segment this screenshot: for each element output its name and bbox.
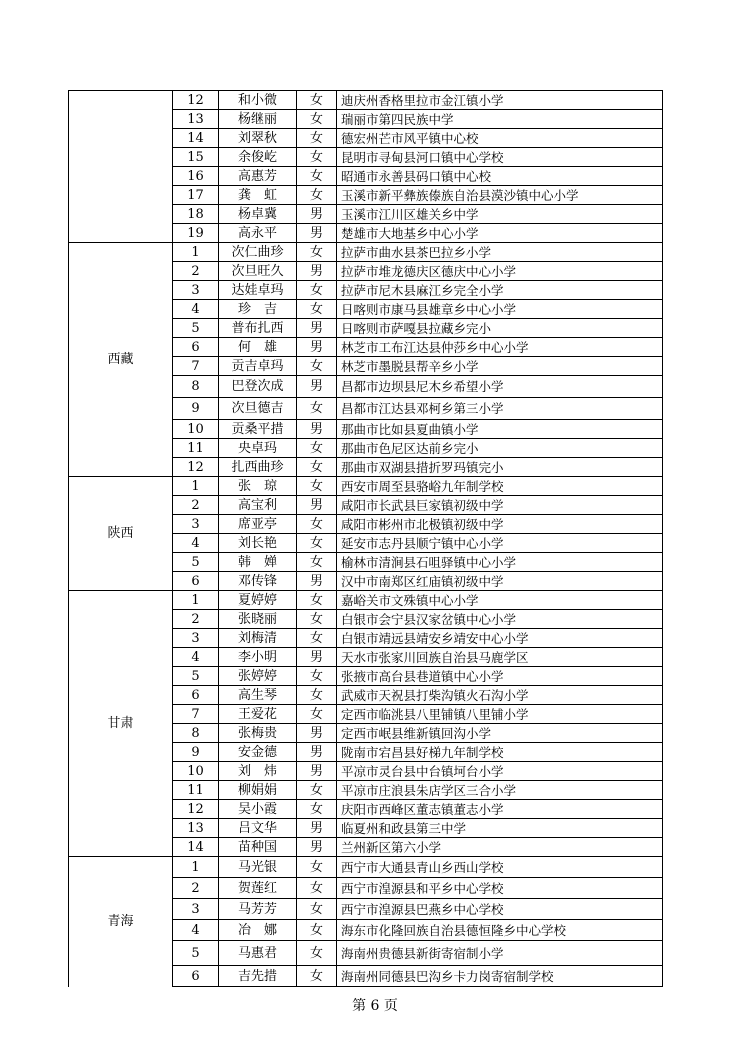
gender-cell: 男 — [297, 262, 337, 281]
name-cell: 刘翠秋 — [219, 129, 297, 148]
gender-cell: 男 — [297, 205, 337, 224]
name-cell: 马惠君 — [219, 941, 297, 966]
name-cell: 扎西曲珍 — [219, 458, 297, 477]
gender-cell: 男 — [297, 338, 337, 357]
gender-cell: 女 — [297, 920, 337, 941]
school-cell: 咸阳市彬州市北极镇初级中学 — [337, 515, 663, 534]
name-cell: 次旦德吉 — [219, 398, 297, 420]
index-cell: 1 — [173, 857, 219, 878]
index-cell: 9 — [173, 398, 219, 420]
gender-cell: 男 — [297, 319, 337, 338]
name-cell: 张 琼 — [219, 477, 297, 496]
index-cell: 18 — [173, 205, 219, 224]
gender-cell: 男 — [297, 376, 337, 398]
name-cell: 吉先措 — [219, 966, 297, 987]
name-cell: 普布扎西 — [219, 319, 297, 338]
school-cell: 庆阳市西峰区董志镇董志小学 — [337, 800, 663, 819]
index-cell: 6 — [173, 966, 219, 987]
name-cell: 刘 炜 — [219, 762, 297, 781]
gender-cell: 女 — [297, 439, 337, 458]
gender-cell: 女 — [297, 129, 337, 148]
name-cell: 高生琴 — [219, 686, 297, 705]
name-cell: 刘长艳 — [219, 534, 297, 553]
index-cell: 19 — [173, 224, 219, 243]
index-cell: 16 — [173, 167, 219, 186]
gender-cell: 男 — [297, 648, 337, 667]
school-cell: 那曲市比如县夏曲镇小学 — [337, 420, 663, 439]
school-cell: 西宁市湟源县和平乡中心学校 — [337, 878, 663, 899]
name-cell: 贺莲红 — [219, 878, 297, 899]
index-cell: 3 — [173, 515, 219, 534]
region-cell: 西藏 — [69, 243, 173, 477]
gender-cell: 女 — [297, 477, 337, 496]
school-cell: 玉溪市江川区雄关乡中学 — [337, 205, 663, 224]
name-cell: 杨继丽 — [219, 110, 297, 129]
gender-cell: 女 — [297, 800, 337, 819]
name-cell: 马光银 — [219, 857, 297, 878]
index-cell: 11 — [173, 781, 219, 800]
index-cell: 10 — [173, 762, 219, 781]
gender-cell: 男 — [297, 496, 337, 515]
index-cell: 5 — [173, 941, 219, 966]
gender-cell: 女 — [297, 167, 337, 186]
school-cell: 兰州新区第六小学 — [337, 838, 663, 857]
school-cell: 陇南市宕昌县好梯九年制学校 — [337, 743, 663, 762]
name-cell: 王爱花 — [219, 705, 297, 724]
school-cell: 迪庆州香格里拉市金江镇小学 — [337, 91, 663, 110]
school-cell: 武威市天祝县打柴沟镇火石沟小学 — [337, 686, 663, 705]
name-cell: 张晓丽 — [219, 610, 297, 629]
index-cell: 3 — [173, 899, 219, 920]
name-cell: 次旦旺久 — [219, 262, 297, 281]
school-cell: 拉萨市堆龙德庆区德庆中心小学 — [337, 262, 663, 281]
region-cell: 甘肃 — [69, 591, 173, 857]
gender-cell: 女 — [297, 110, 337, 129]
index-cell: 4 — [173, 648, 219, 667]
school-cell: 楚雄市大地基乡中心小学 — [337, 224, 663, 243]
index-cell: 2 — [173, 878, 219, 899]
school-cell: 玉溪市新平彝族傣族自治县漠沙镇中心小学 — [337, 186, 663, 205]
gender-cell: 男 — [297, 724, 337, 743]
index-cell: 12 — [173, 458, 219, 477]
gender-cell: 女 — [297, 686, 337, 705]
index-cell: 10 — [173, 420, 219, 439]
index-cell: 4 — [173, 534, 219, 553]
index-cell: 1 — [173, 243, 219, 262]
gender-cell: 女 — [297, 515, 337, 534]
name-cell: 韩 婵 — [219, 553, 297, 572]
name-cell: 贡桑平措 — [219, 420, 297, 439]
school-cell: 昌都市边坝县尼木乡希望小学 — [337, 376, 663, 398]
index-cell: 8 — [173, 376, 219, 398]
school-cell: 海南州同德县巴沟乡卡力岗寄宿制学校 — [337, 966, 663, 987]
index-cell: 7 — [173, 705, 219, 724]
index-cell: 17 — [173, 186, 219, 205]
gender-cell: 男 — [297, 572, 337, 591]
region-cell: 陕西 — [69, 477, 173, 591]
index-cell: 13 — [173, 819, 219, 838]
region-cell: 青海 — [69, 857, 173, 987]
index-cell: 12 — [173, 800, 219, 819]
name-cell: 张梅贵 — [219, 724, 297, 743]
index-cell: 3 — [173, 629, 219, 648]
personnel-table — [68, 90, 663, 987]
index-cell: 6 — [173, 572, 219, 591]
name-cell: 央卓玛 — [219, 439, 297, 458]
gender-cell: 男 — [297, 743, 337, 762]
name-cell: 刘梅清 — [219, 629, 297, 648]
school-cell: 那曲市色尼区达前乡完小 — [337, 439, 663, 458]
name-cell: 马芳芳 — [219, 899, 297, 920]
index-cell: 11 — [173, 439, 219, 458]
school-cell: 白银市靖远县靖安乡靖安中心小学 — [337, 629, 663, 648]
name-cell: 冶 娜 — [219, 920, 297, 941]
name-cell: 高宝利 — [219, 496, 297, 515]
index-cell: 4 — [173, 920, 219, 941]
gender-cell: 女 — [297, 534, 337, 553]
gender-cell: 女 — [297, 966, 337, 987]
page-number: 第 6 页 — [352, 998, 398, 1014]
school-cell: 瑞丽市第四民族中学 — [337, 110, 663, 129]
gender-cell: 女 — [297, 667, 337, 686]
gender-cell: 女 — [297, 899, 337, 920]
school-cell: 海东市化隆回族自治县德恒隆乡中心学校 — [337, 920, 663, 941]
gender-cell: 女 — [297, 629, 337, 648]
name-cell: 余俊屹 — [219, 148, 297, 167]
index-cell: 8 — [173, 724, 219, 743]
gender-cell: 女 — [297, 610, 337, 629]
school-cell: 日喀则市康马县雄章乡中心小学 — [337, 300, 663, 319]
school-cell: 定西市临洮县八里铺镇八里铺小学 — [337, 705, 663, 724]
school-cell: 平凉市庄浪县朱店学区三合小学 — [337, 781, 663, 800]
name-cell: 和小微 — [219, 91, 297, 110]
school-cell: 拉萨市尼木县麻江乡完全小学 — [337, 281, 663, 300]
school-cell: 榆林市清涧县石咀驿镇中心小学 — [337, 553, 663, 572]
name-cell: 张婷婷 — [219, 667, 297, 686]
gender-cell: 女 — [297, 878, 337, 899]
gender-cell: 女 — [297, 148, 337, 167]
index-cell: 2 — [173, 496, 219, 515]
index-cell: 13 — [173, 110, 219, 129]
school-cell: 白银市会宁县汉家岔镇中心小学 — [337, 610, 663, 629]
gender-cell: 女 — [297, 553, 337, 572]
name-cell: 安金德 — [219, 743, 297, 762]
school-cell: 海南州贵德县新街寄宿制小学 — [337, 941, 663, 966]
index-cell: 5 — [173, 319, 219, 338]
gender-cell: 女 — [297, 458, 337, 477]
table-row — [69, 857, 663, 878]
school-cell: 拉萨市曲水县茶巴拉乡小学 — [337, 243, 663, 262]
index-cell: 5 — [173, 667, 219, 686]
gender-cell: 女 — [297, 281, 337, 300]
school-cell: 张掖市高台县巷道镇中心小学 — [337, 667, 663, 686]
school-cell: 平凉市灵台县中台镇坷台小学 — [337, 762, 663, 781]
school-cell: 那曲市双湖县措折罗玛镇完小 — [337, 458, 663, 477]
table-row — [69, 243, 663, 262]
gender-cell: 男 — [297, 420, 337, 439]
gender-cell: 女 — [297, 300, 337, 319]
school-cell: 昆明市寻甸县河口镇中心学校 — [337, 148, 663, 167]
school-cell: 定西市岷县维新镇回沟小学 — [337, 724, 663, 743]
gender-cell: 女 — [297, 357, 337, 376]
index-cell: 3 — [173, 281, 219, 300]
school-cell: 嘉峪关市文殊镇中心小学 — [337, 591, 663, 610]
name-cell: 夏婷婷 — [219, 591, 297, 610]
name-cell: 贡吉卓玛 — [219, 357, 297, 376]
school-cell: 汉中市南郑区红庙镇初级中学 — [337, 572, 663, 591]
index-cell: 12 — [173, 91, 219, 110]
school-cell: 德宏州芒市风平镇中心校 — [337, 129, 663, 148]
name-cell: 巴登次成 — [219, 376, 297, 398]
index-cell: 4 — [173, 300, 219, 319]
name-cell: 杨卓冀 — [219, 205, 297, 224]
index-cell: 2 — [173, 610, 219, 629]
name-cell: 席亚亭 — [219, 515, 297, 534]
school-cell: 西宁市大通县青山乡西山学校 — [337, 857, 663, 878]
school-cell: 日喀则市萨嘎县拉藏乡完小 — [337, 319, 663, 338]
gender-cell: 女 — [297, 857, 337, 878]
name-cell: 苗种国 — [219, 838, 297, 857]
gender-cell: 女 — [297, 91, 337, 110]
name-cell: 李小明 — [219, 648, 297, 667]
gender-cell: 女 — [297, 941, 337, 966]
gender-cell: 男 — [297, 838, 337, 857]
school-cell: 林芝市工布江达县仲莎乡中心小学 — [337, 338, 663, 357]
name-cell: 柳娟娟 — [219, 781, 297, 800]
index-cell: 5 — [173, 553, 219, 572]
name-cell: 吴小霞 — [219, 800, 297, 819]
gender-cell: 女 — [297, 398, 337, 420]
gender-cell: 女 — [297, 243, 337, 262]
school-cell: 天水市张家川回族自治县马鹿学区 — [337, 648, 663, 667]
name-cell: 珍 吉 — [219, 300, 297, 319]
index-cell: 2 — [173, 262, 219, 281]
name-cell: 次仁曲珍 — [219, 243, 297, 262]
school-cell: 延安市志丹县顺宁镇中心小学 — [337, 534, 663, 553]
school-cell: 西宁市湟源县巴燕乡中心学校 — [337, 899, 663, 920]
name-cell: 达娃卓玛 — [219, 281, 297, 300]
name-cell: 高惠芳 — [219, 167, 297, 186]
school-cell: 昭通市永善县码口镇中心校 — [337, 167, 663, 186]
index-cell: 7 — [173, 357, 219, 376]
gender-cell: 女 — [297, 781, 337, 800]
school-cell: 西安市周至县骆峪九年制学校 — [337, 477, 663, 496]
name-cell: 邓传锋 — [219, 572, 297, 591]
school-cell: 咸阳市长武县巨家镇初级中学 — [337, 496, 663, 515]
region-cell — [69, 91, 173, 243]
school-cell: 昌都市江达县邓柯乡第三小学 — [337, 398, 663, 420]
index-cell: 14 — [173, 838, 219, 857]
gender-cell: 女 — [297, 705, 337, 724]
index-cell: 15 — [173, 148, 219, 167]
name-cell: 龚 虹 — [219, 186, 297, 205]
index-cell: 1 — [173, 477, 219, 496]
table-row — [69, 591, 663, 610]
index-cell: 6 — [173, 338, 219, 357]
name-cell: 吕文华 — [219, 819, 297, 838]
name-cell: 高永平 — [219, 224, 297, 243]
school-cell: 林芝市墨脱县帮辛乡小学 — [337, 357, 663, 376]
gender-cell: 女 — [297, 591, 337, 610]
gender-cell: 女 — [297, 186, 337, 205]
index-cell: 1 — [173, 591, 219, 610]
table-row — [69, 91, 663, 110]
gender-cell: 男 — [297, 762, 337, 781]
table-row — [69, 477, 663, 496]
index-cell: 14 — [173, 129, 219, 148]
school-cell: 临夏州和政县第三中学 — [337, 819, 663, 838]
gender-cell: 男 — [297, 819, 337, 838]
index-cell: 6 — [173, 686, 219, 705]
name-cell: 何 雄 — [219, 338, 297, 357]
index-cell: 9 — [173, 743, 219, 762]
gender-cell: 男 — [297, 224, 337, 243]
